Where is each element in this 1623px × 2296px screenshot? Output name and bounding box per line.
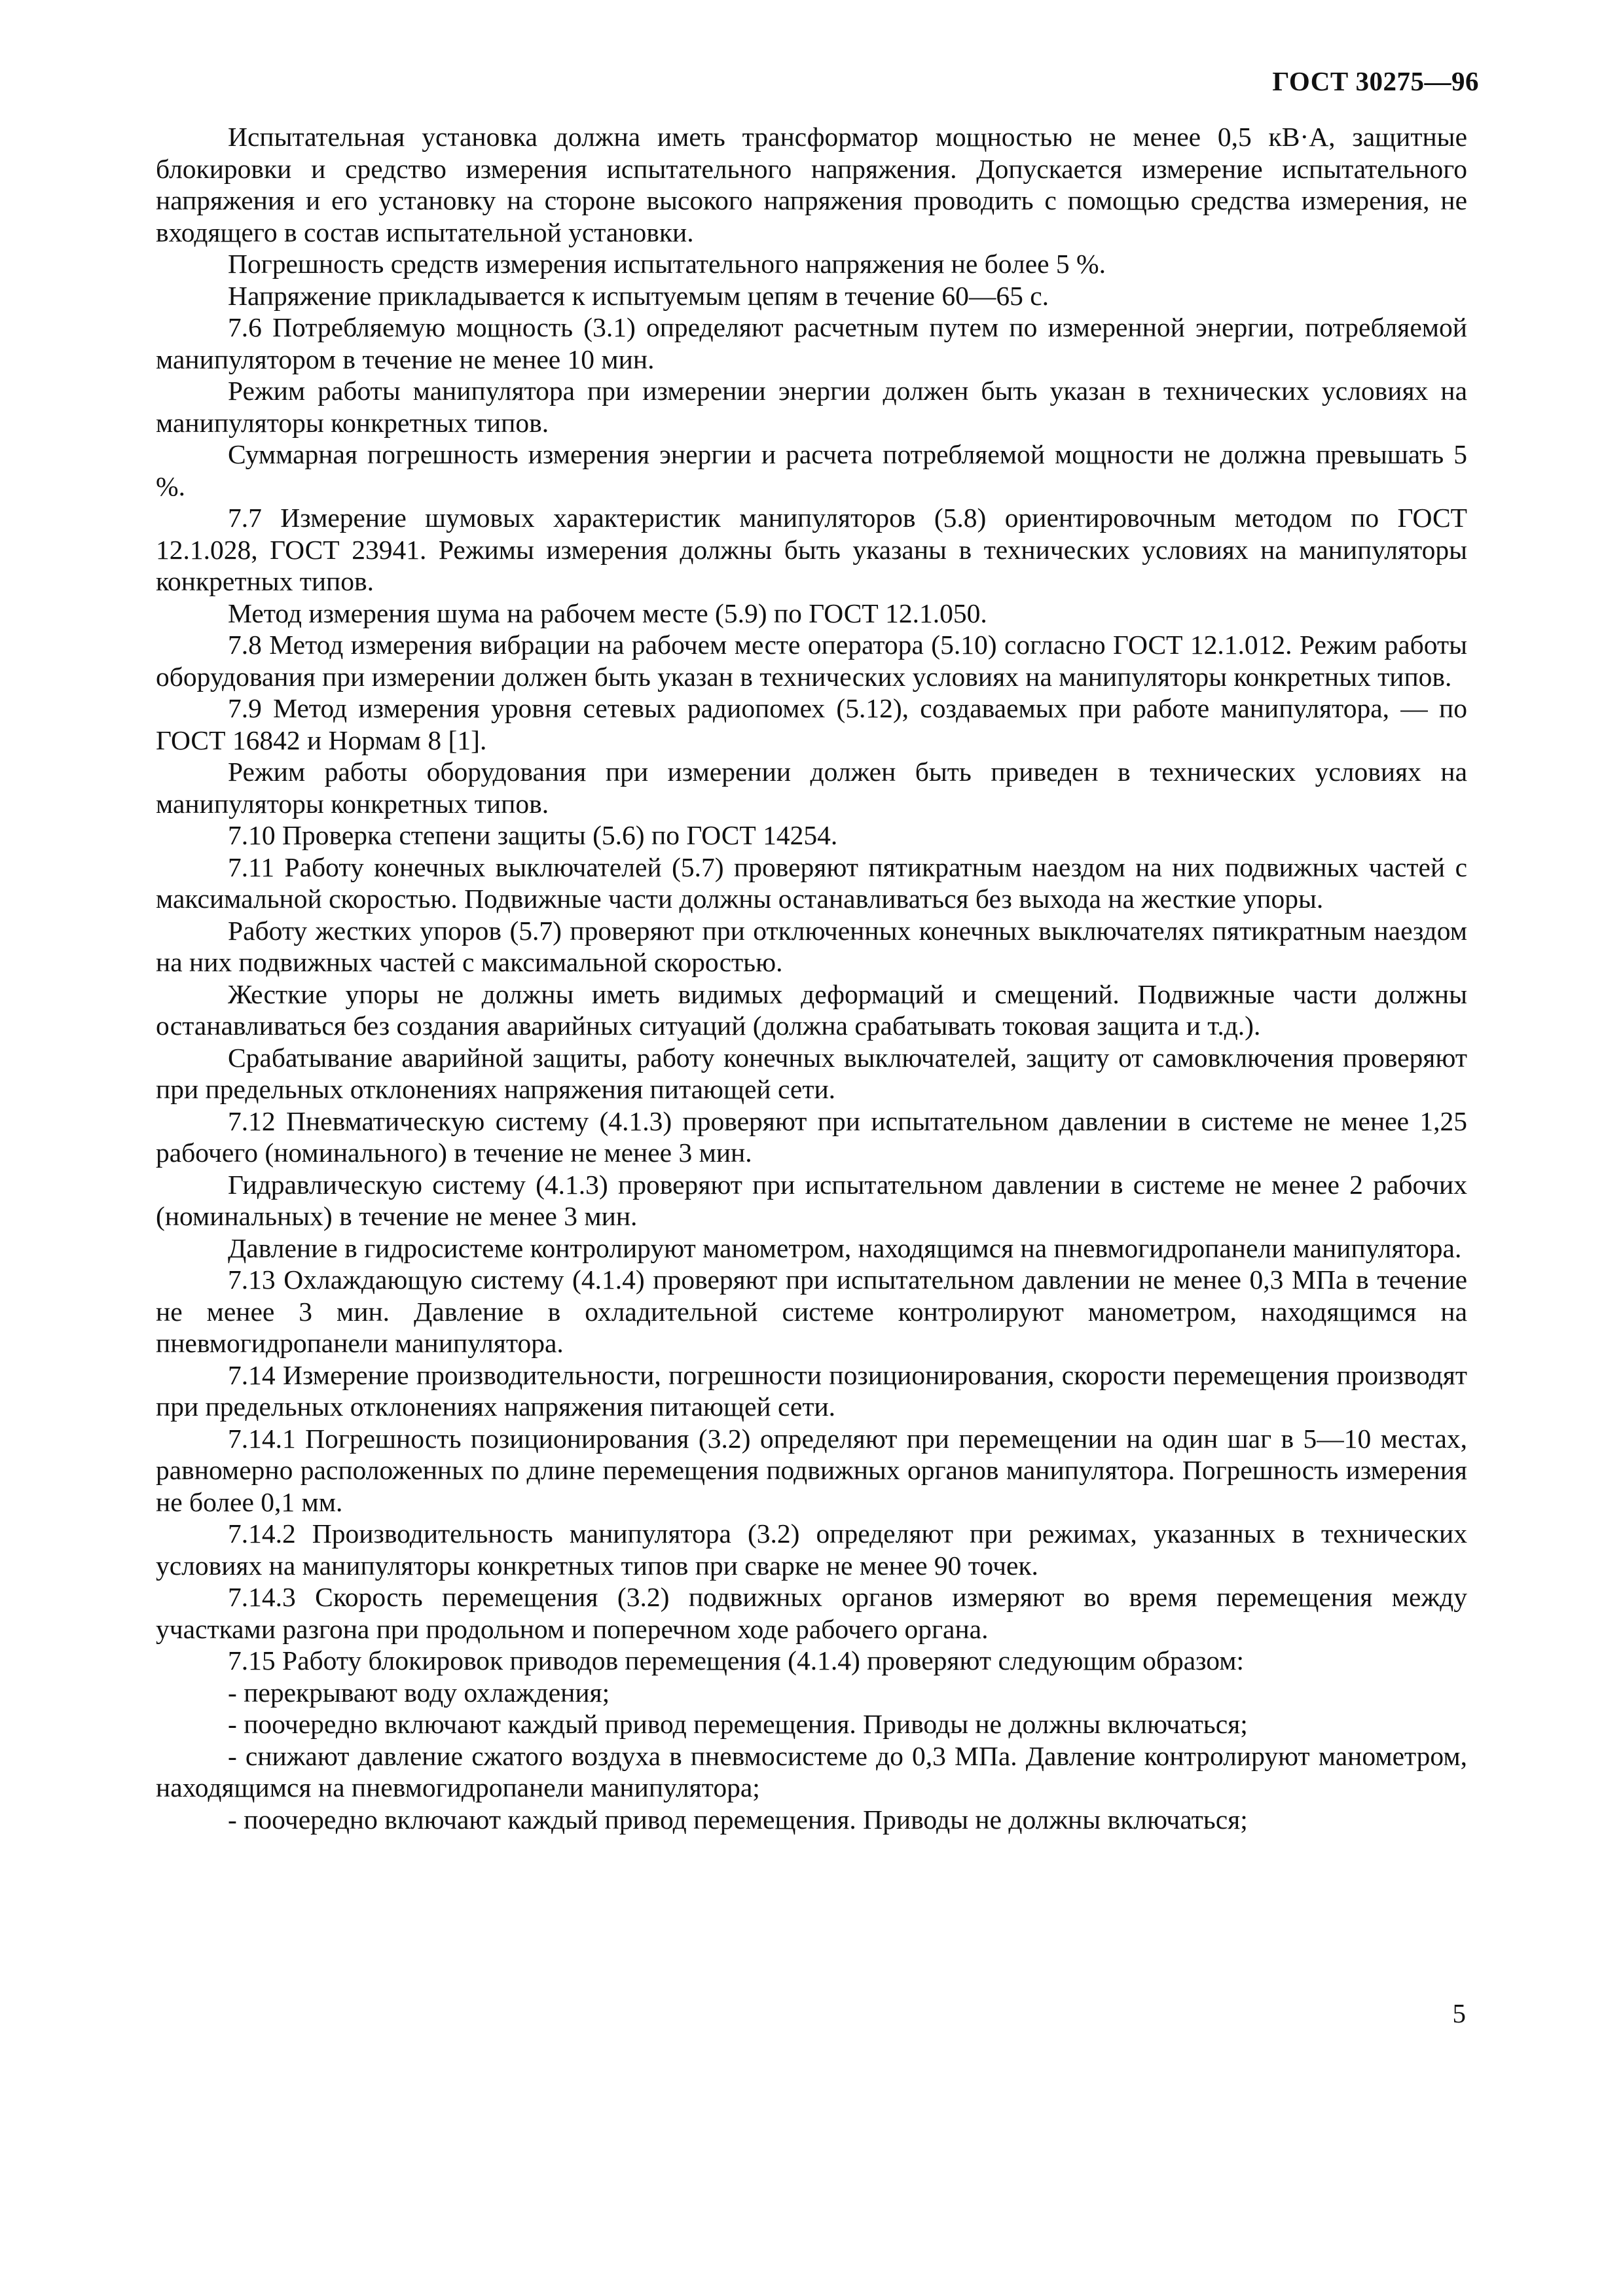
paragraph: 7.10 Проверка степени защиты (5.6) по ГОСТ 14254. [228, 820, 838, 850]
paragraph: Режим работы оборудования при измерении должен быть приведен в технических условиях на манипуляторы конкретных типов. [156, 757, 1467, 819]
paragraph: 7.8 Метод измерения вибрации на рабочем месте оператора (5.10) согласно ГОСТ 12.1.012. Режим работы оборудования при измерении должен быть указан в технических условиях на манипуляторы конкретных типов. [156, 630, 1467, 692]
paragraph: 7.14.3 Скорость перемещения (3.2) подвижных органов измеряют во время перемещения между участками разгона при продольном и поперечном ходе рабочего органа. [156, 1582, 1467, 1644]
paragraph: Суммарная погрешность измерения энергии и расчета потребляемой мощности не должна превышать 5 %. [156, 439, 1467, 501]
paragraph: Метод измерения шума на рабочем месте (5.9) по ГОСТ 12.1.050. [228, 598, 987, 628]
paragraph: 7.11 Работу конечных выключателей (5.7) проверяют пятикратным наездом на них подвижных частей с максимальной скоростью. Подвижные части должны останавливаться без выхода на жесткие упоры. [156, 852, 1467, 914]
paragraph: Срабатывание аварийной защиты, работу конечных выключателей, защиту от самовключения проверяют при предельных отклонениях напряжения питающей сети. [156, 1042, 1467, 1104]
paragraph: Погрешность средств измерения испытательного напряжения не более 5 %. [228, 249, 1106, 279]
paragraph: Гидравлическую систему (4.1.3) проверяют при испытательном давлении в системе не менее 2 рабочих (номинальных) в течение не менее 3 мин. [156, 1169, 1467, 1231]
paragraph: Напряжение прикладывается к испытуемым цепям в течение 60—65 с. [228, 280, 1049, 311]
paragraph: 7.14.1 Погрешность позиционирования (3.2) определяют при перемещении на один шаг в 5—10 местах, равномерно расположенных по длине перемещения подвижных органов манипулятора. Погрешность измерения не более 0,1 мм. [156, 1423, 1467, 1517]
paragraph: 7.14 Измерение производительности, погрешности позиционирования, скорости перемещения производят при предельных отклонениях напряжения питающей сети. [156, 1359, 1467, 1422]
list-item: - перекрывают воду охлаждения; [228, 1677, 610, 1708]
paragraph: Работу жестких упоров (5.7) проверяют при отключенных конечных выключателях пятикратным наездом на них подвижных частей с максимальной скоростью. [156, 915, 1467, 977]
paragraph: 7.7 Измерение шумовых характеристик манипуляторов (5.8) ориентировочным методом по ГОСТ 12.1.028, ГОСТ 23941. Режимы измерения должны быть указаны в технических условиях на манипуляторы конкретных типов. [156, 503, 1467, 596]
list-item: - поочередно включают каждый привод перемещения. Приводы не должны включаться; [228, 1709, 1248, 1739]
paragraph: 7.14.2 Производительность манипулятора (3.2) определяют при режимах, указанных в технических условиях на манипуляторы конкретных типов при сварке не менее 90 точек. [156, 1518, 1467, 1581]
paragraph: 7.12 Пневматическую систему (4.1.3) проверяют при испытательном давлении в системе не менее 1,25 рабочего (номинального) в течение не менее 3 мин. [156, 1105, 1467, 1168]
paragraph: 7.15 Работу блокировок приводов перемещения (4.1.4) проверяют следующим образом: [228, 1645, 1245, 1676]
document-body [156, 121, 1467, 1835]
list-item: - поочередно включают каждый привод перемещения. Приводы не должны включаться; [228, 1804, 1248, 1835]
paragraph: Испытательная установка должна иметь трансформатор мощностью не менее 0,5 кВ·А, защитные блокировки и средство измерения испытательного напряжения. Допускается измерение испытательного напряжения и его установку на стороне высокого напряжения проводить с помощью средства измерения, не входящего в состав испытательной установки. [156, 122, 1467, 247]
paragraph: 7.13 Охлаждающую систему (4.1.4) проверяют при испытательном давлении не менее 0,3 МПа в течение не менее 3 мин. Давление в охладительной системе контролируют манометром, находящимся на пневмогидропанели манипулятора. [156, 1265, 1467, 1358]
list-item: - снижают давление сжатого воздуха в пневмосистеме до 0,3 МПа. Давление контролируют манометром, находящимся на пневмогидропанели манипулятора; [156, 1740, 1467, 1803]
document-header: ГОСТ 30275—96 [1272, 66, 1479, 96]
page-number: 5 [1452, 1998, 1466, 2028]
paragraph: 7.9 Метод измерения уровня сетевых радиопомех (5.12), создаваемых при работе манипулятора, — по ГОСТ 16842 и Нормам 8 [1]. [156, 693, 1467, 755]
paragraph: 7.6 Потребляемую мощность (3.1) определяют расчетным путем по измеренной энергии, потребляемой манипулятором в течение не менее 10 мин. [156, 312, 1467, 374]
paragraph: Жесткие упоры не должны иметь видимых деформаций и смещений. Подвижные части должны останавливаться без создания аварийных ситуаций (должна срабатывать токовая защита и т.д.). [156, 978, 1467, 1041]
paragraph: Давление в гидросистеме контролируют манометром, находящимся на пневмогидропанели манипулятора. [228, 1232, 1462, 1263]
paragraph: Режим работы манипулятора при измерении энергии должен быть указан в технических условиях на манипуляторы конкретных типов. [156, 376, 1467, 438]
